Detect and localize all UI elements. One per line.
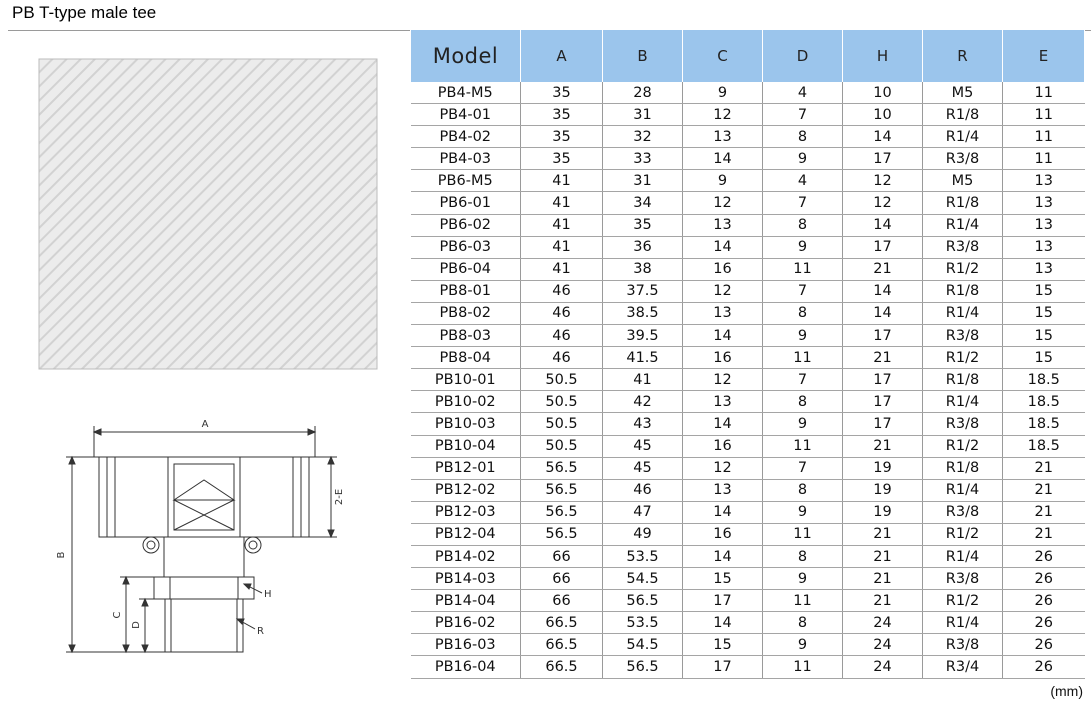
cell-model: PB8-03 [411,325,521,347]
cell-d: 9 [763,148,843,170]
cell-b: 36 [603,236,683,258]
table-row [411,634,1085,656]
dimension-drawing [50,412,350,662]
cell-d: 9 [763,413,843,435]
cell-r: R3/8 [923,413,1003,435]
header-r: R [923,30,1003,82]
cell-e: 21 [1003,479,1085,501]
cell-a: 66 [521,545,603,567]
cell-d: 7 [763,104,843,126]
cell-model: PB14-02 [411,545,521,567]
cell-d: 7 [763,457,843,479]
cell-d: 11 [763,258,843,280]
dim-label-e: 2-E [334,488,345,506]
cell-c: 16 [683,347,763,369]
cell-r: R1/4 [923,612,1003,634]
cell-a: 56.5 [521,479,603,501]
cell-a: 35 [521,82,603,104]
table-row [411,170,1085,192]
cell-h: 14 [843,280,923,302]
cell-c: 12 [683,192,763,214]
cell-model: PB4-M5 [411,82,521,104]
cell-a: 46 [521,280,603,302]
cell-model: PB14-04 [411,590,521,612]
cell-b: 45 [603,435,683,457]
cell-model: PB16-02 [411,612,521,634]
cell-d: 8 [763,214,843,236]
cell-h: 12 [843,192,923,214]
cell-model: PB12-01 [411,457,521,479]
cell-d: 9 [763,325,843,347]
cell-model: PB10-04 [411,435,521,457]
cell-e: 26 [1003,612,1085,634]
cell-h: 14 [843,126,923,148]
cell-e: 26 [1003,656,1085,678]
table-row [411,236,1085,258]
cell-b: 49 [603,523,683,545]
cell-h: 24 [843,634,923,656]
cell-a: 50.5 [521,391,603,413]
cell-b: 47 [603,501,683,523]
cell-a: 66.5 [521,612,603,634]
cell-d: 11 [763,347,843,369]
cell-model: PB6-01 [411,192,521,214]
cell-c: 12 [683,457,763,479]
cell-e: 18.5 [1003,391,1085,413]
cell-c: 14 [683,325,763,347]
cell-e: 11 [1003,126,1085,148]
cell-e: 18.5 [1003,435,1085,457]
dim-label-r: R [257,626,264,637]
cell-c: 17 [683,656,763,678]
table-row [411,192,1085,214]
cell-a: 41 [521,236,603,258]
cell-h: 21 [843,258,923,280]
cell-a: 35 [521,126,603,148]
cell-d: 11 [763,656,843,678]
cell-b: 53.5 [603,612,683,634]
cell-a: 46 [521,325,603,347]
cell-d: 9 [763,236,843,258]
cell-c: 17 [683,590,763,612]
table-row [411,302,1085,324]
cell-h: 21 [843,590,923,612]
cell-c: 15 [683,568,763,590]
table-header-row [411,30,1085,82]
cell-r: R1/8 [923,192,1003,214]
cell-r: R1/8 [923,104,1003,126]
header-h: H [843,30,923,82]
cell-e: 26 [1003,590,1085,612]
cell-a: 50.5 [521,369,603,391]
cell-e: 11 [1003,104,1085,126]
cell-b: 38 [603,258,683,280]
cell-a: 35 [521,148,603,170]
cell-b: 31 [603,104,683,126]
cell-b: 56.5 [603,656,683,678]
cell-a: 56.5 [521,501,603,523]
cell-h: 17 [843,391,923,413]
cell-a: 41 [521,170,603,192]
cell-r: R3/8 [923,634,1003,656]
cell-h: 10 [843,82,923,104]
cell-c: 13 [683,214,763,236]
cell-h: 17 [843,148,923,170]
table-row [411,612,1085,634]
cell-a: 56.5 [521,523,603,545]
cell-model: PB4-01 [411,104,521,126]
cell-e: 15 [1003,325,1085,347]
cell-r: R3/8 [923,501,1003,523]
cell-e: 13 [1003,192,1085,214]
cell-e: 11 [1003,148,1085,170]
cell-r: R3/4 [923,656,1003,678]
cell-model: PB12-03 [411,501,521,523]
cell-b: 56.5 [603,590,683,612]
cell-model: PB8-02 [411,302,521,324]
header-e: E [1003,30,1085,82]
table-row [411,391,1085,413]
cell-b: 37.5 [603,280,683,302]
cell-a: 41 [521,258,603,280]
cell-a: 66.5 [521,656,603,678]
table-row [411,126,1085,148]
cell-a: 50.5 [521,435,603,457]
dim-label-a: A [201,419,209,430]
table-row [411,523,1085,545]
cell-b: 31 [603,170,683,192]
cell-r: R1/2 [923,435,1003,457]
table-row [411,347,1085,369]
cell-model: PB8-01 [411,280,521,302]
header-model: Model [411,30,521,82]
cell-a: 50.5 [521,413,603,435]
cell-e: 13 [1003,214,1085,236]
cell-b: 42 [603,391,683,413]
cell-c: 14 [683,501,763,523]
cell-b: 28 [603,82,683,104]
cell-e: 21 [1003,523,1085,545]
product-photo-placeholder [38,58,378,370]
cell-h: 21 [843,568,923,590]
cell-e: 21 [1003,457,1085,479]
cell-a: 41 [521,192,603,214]
cell-r: R1/2 [923,258,1003,280]
cell-model: PB4-03 [411,148,521,170]
cell-a: 35 [521,104,603,126]
cell-d: 11 [763,590,843,612]
table-row [411,214,1085,236]
cell-r: R1/2 [923,347,1003,369]
cell-r: M5 [923,82,1003,104]
table-row [411,258,1085,280]
cell-h: 14 [843,214,923,236]
cell-d: 4 [763,82,843,104]
cell-h: 21 [843,523,923,545]
cell-model: PB6-M5 [411,170,521,192]
cell-r: R1/4 [923,126,1003,148]
cell-h: 17 [843,369,923,391]
cell-d: 7 [763,369,843,391]
cell-c: 13 [683,302,763,324]
cell-r: R3/8 [923,148,1003,170]
cell-model: PB12-04 [411,523,521,545]
header-d: D [763,30,843,82]
cell-a: 66.5 [521,634,603,656]
cell-d: 7 [763,280,843,302]
cell-c: 9 [683,82,763,104]
cell-c: 9 [683,170,763,192]
table-row [411,369,1085,391]
header-c: C [683,30,763,82]
cell-r: R1/8 [923,280,1003,302]
cell-b: 54.5 [603,634,683,656]
cell-model: PB14-03 [411,568,521,590]
cell-d: 9 [763,501,843,523]
cell-h: 24 [843,612,923,634]
table-row [411,501,1085,523]
cell-e: 11 [1003,82,1085,104]
cell-h: 19 [843,479,923,501]
cell-r: R1/4 [923,302,1003,324]
cell-model: PB4-02 [411,126,521,148]
cell-e: 18.5 [1003,413,1085,435]
cell-model: PB12-02 [411,479,521,501]
cell-e: 26 [1003,568,1085,590]
page-title: PB T-type male tee [12,3,157,22]
cell-a: 66 [521,568,603,590]
cell-b: 38.5 [603,302,683,324]
cell-c: 13 [683,126,763,148]
cell-c: 14 [683,413,763,435]
cell-c: 14 [683,236,763,258]
cell-d: 9 [763,568,843,590]
cell-r: R1/2 [923,590,1003,612]
cell-e: 15 [1003,347,1085,369]
cell-h: 19 [843,457,923,479]
table-row [411,148,1085,170]
cell-b: 41 [603,369,683,391]
cell-d: 8 [763,545,843,567]
spec-table [410,30,1085,679]
cell-c: 16 [683,523,763,545]
table-row [411,435,1085,457]
cell-b: 32 [603,126,683,148]
cell-d: 8 [763,479,843,501]
cell-c: 15 [683,634,763,656]
cell-e: 26 [1003,634,1085,656]
cell-model: PB8-04 [411,347,521,369]
cell-r: R1/2 [923,523,1003,545]
cell-r: R1/8 [923,369,1003,391]
table-row [411,325,1085,347]
unit-label: (mm) [1050,683,1083,699]
cell-h: 17 [843,325,923,347]
cell-r: R3/8 [923,236,1003,258]
cell-a: 56.5 [521,457,603,479]
dim-label-h: H [264,589,272,600]
cell-e: 13 [1003,258,1085,280]
cell-d: 7 [763,192,843,214]
cell-c: 14 [683,148,763,170]
cell-d: 11 [763,523,843,545]
cell-model: PB6-04 [411,258,521,280]
table-row [411,545,1085,567]
cell-r: M5 [923,170,1003,192]
cell-r: R1/4 [923,391,1003,413]
cell-c: 14 [683,612,763,634]
cell-h: 21 [843,435,923,457]
cell-h: 19 [843,501,923,523]
header-b: B [603,30,683,82]
cell-b: 34 [603,192,683,214]
cell-e: 21 [1003,501,1085,523]
cell-model: PB10-03 [411,413,521,435]
cell-h: 21 [843,545,923,567]
table-row [411,568,1085,590]
cell-b: 53.5 [603,545,683,567]
cell-h: 21 [843,347,923,369]
cell-model: PB16-04 [411,656,521,678]
table-body [411,82,1085,678]
dim-label-d: D [131,621,142,629]
cell-h: 17 [843,236,923,258]
cell-c: 12 [683,280,763,302]
cell-e: 18.5 [1003,369,1085,391]
cell-d: 4 [763,170,843,192]
cell-c: 16 [683,258,763,280]
cell-b: 35 [603,214,683,236]
cell-r: R1/4 [923,545,1003,567]
header-a: A [521,30,603,82]
cell-a: 41 [521,214,603,236]
cell-e: 13 [1003,170,1085,192]
cell-d: 11 [763,435,843,457]
dim-label-b: B [56,551,67,559]
cell-model: PB6-03 [411,236,521,258]
cell-r: R1/8 [923,457,1003,479]
cell-a: 46 [521,347,603,369]
cell-d: 8 [763,302,843,324]
cell-b: 33 [603,148,683,170]
cell-e: 15 [1003,302,1085,324]
cell-a: 46 [521,302,603,324]
cell-h: 12 [843,170,923,192]
cell-d: 8 [763,126,843,148]
cell-model: PB10-01 [411,369,521,391]
cell-h: 10 [843,104,923,126]
cell-b: 45 [603,457,683,479]
cell-d: 8 [763,612,843,634]
cell-b: 41.5 [603,347,683,369]
table-row [411,479,1085,501]
table-row [411,590,1085,612]
cell-h: 24 [843,656,923,678]
cell-r: R3/8 [923,568,1003,590]
cell-c: 13 [683,479,763,501]
cell-model: PB10-02 [411,391,521,413]
cell-c: 16 [683,435,763,457]
cell-c: 12 [683,104,763,126]
cell-r: R1/4 [923,479,1003,501]
cell-b: 39.5 [603,325,683,347]
cell-model: PB6-02 [411,214,521,236]
cell-model: PB16-03 [411,634,521,656]
cell-a: 66 [521,590,603,612]
cell-c: 12 [683,369,763,391]
table-row [411,413,1085,435]
table-row [411,280,1085,302]
cell-e: 13 [1003,236,1085,258]
table-row [411,104,1085,126]
cell-c: 14 [683,545,763,567]
cell-h: 17 [843,413,923,435]
cell-b: 54.5 [603,568,683,590]
cell-h: 14 [843,302,923,324]
cell-b: 46 [603,479,683,501]
cell-d: 8 [763,391,843,413]
cell-d: 9 [763,634,843,656]
cell-r: R1/4 [923,214,1003,236]
dim-label-c: C [112,611,123,619]
product-photo [38,58,378,370]
table-row [411,656,1085,678]
cell-e: 15 [1003,280,1085,302]
table-row [411,82,1085,104]
cell-r: R3/8 [923,325,1003,347]
cell-b: 43 [603,413,683,435]
table-row [411,457,1085,479]
cell-c: 13 [683,391,763,413]
cell-e: 26 [1003,545,1085,567]
